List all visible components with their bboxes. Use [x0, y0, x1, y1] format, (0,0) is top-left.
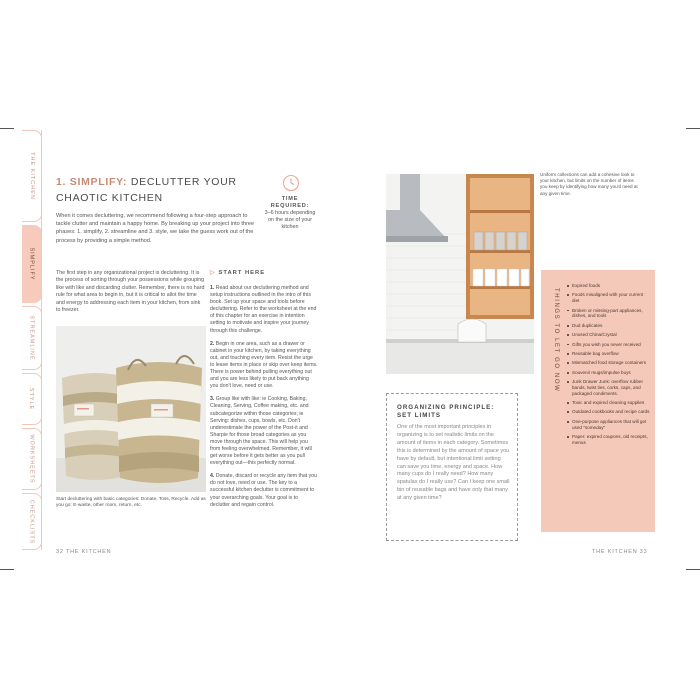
step-item: [210, 473, 318, 508]
list-item: Junk Drawer Junk: overflow rubber bands, twist ties, corks, caps, and packaged condiments.: [567, 379, 651, 396]
tab-label: CHECKLISTS: [28, 499, 35, 544]
list-item: Gifts you wish you never received: [567, 342, 651, 348]
title-line2: CHAOTIC KITCHEN: [56, 192, 163, 204]
crop-mark: [686, 569, 700, 570]
step-number: 3.: [210, 396, 215, 403]
tab-label: SIMPLIFY: [28, 247, 35, 281]
tab-simplify[interactable]: [22, 225, 42, 303]
let-go-list: [567, 283, 651, 449]
list-item: Foods misaligned with your current diet: [567, 292, 651, 304]
photo-caption: Start decluttering with basic categories: Donate, Toss, Recycle. Add as you go: E-waste, other room, return, etc.: [56, 497, 206, 509]
step-item: [210, 396, 318, 467]
organizing-principle-text: One of the most important principles in organizing is to set realistic limits on the amount of items in each category. Sometimes this is determined by the amount of space you have by default, but intentional limit setting can save you time, energy and space. How many cups do I really need? How many spatulas do I really use? Can I keep one small bin of reusable bags and have only that many at any given time?: [397, 424, 510, 502]
steps-list: [210, 285, 318, 515]
time-label: REQUIRED:: [270, 203, 310, 209]
step-text: Read about our decluttering method and setup instructions outlined in the intro of this book. Set up your space and tools before decluttering. Refer to the worksheet at the end of this chapter for an exercise in intention setting to motivate and inspire your journey through this challenge.: [210, 285, 317, 334]
list-item: Broken or missing-part appliances, dishes, and tools: [567, 308, 651, 320]
list-item: Expired foods: [567, 283, 651, 289]
organizing-principle-heading: ORGANIZING PRINCIPLE: SET LIMITS: [397, 404, 495, 419]
tab-label: THE KITCHEN: [28, 152, 35, 200]
chapter-tabs: [22, 130, 42, 550]
tab-style[interactable]: [22, 373, 42, 425]
list-item: Souvenir mugs/impulse buys: [567, 370, 651, 376]
tab-worksheets[interactable]: [22, 428, 42, 490]
step-text: Group like with like: ie Cooking, Baking, Cleaning, Serving, Coffee making, etc. and subcategorize within those categories; ie Serving: dishes, cups, bowls, etc. Don't underestimate the power of the Post-it and Sharpie for those broad categories as you move through the space. This will help you from feeling overwhelmed. Remember, it will get worse before it gets better as you pull everything out—this perfectly normal.: [210, 396, 312, 467]
baskets-photo: [56, 326, 206, 492]
tab-label: STREAMLINE: [28, 315, 35, 361]
list-item: Reusable bag overflow: [567, 351, 651, 357]
crop-mark: [0, 128, 14, 129]
clock-icon: [282, 174, 300, 192]
list-item: Mismatched food storage containers: [567, 360, 651, 366]
tab-divider: [41, 130, 42, 550]
tab-label: STYLE: [28, 387, 35, 411]
list-item: Dud duplicates: [567, 323, 651, 329]
list-item: Toxic and expired cleaning supplies: [567, 400, 651, 406]
tab-the-kitchen[interactable]: [22, 130, 42, 222]
title-rest: DECLUTTER YOUR: [130, 176, 237, 188]
step-number: 4.: [210, 473, 215, 480]
crop-mark: [0, 569, 14, 570]
step-item: [210, 341, 318, 391]
start-here-label: START HERE: [218, 270, 266, 276]
step-number: 2.: [210, 340, 215, 347]
let-go-heading: [548, 288, 560, 448]
title-number: 1. SIMPLIFY:: [56, 176, 128, 188]
list-item: Paper: expired coupons, old receipts, menus: [567, 434, 651, 446]
tab-label: WORKSHEETS: [28, 434, 35, 484]
photo-caption: Uniform collections can add a cohesive look to your kitchen, but limits on the number of items you keep by identifying how many you'd need at any given time.: [540, 172, 638, 196]
time-value: 3–6 hours depending on the size of your kitchen: [264, 210, 316, 230]
step-text: Donate, discard or recycle any item that you do not love, need or use. The key to a successful kitchen declutter is commitment to your overarching goals. Your goal is to declutter and regain control.: [210, 473, 317, 508]
body-paragraph: The first step in any organizational project is decluttering. It is the process of sorting through your possessions while grouping like with like and discarding clutter. Remember, there is no hard rule for what area to begin in, but it is critical to allot the time and energy to addressing each item in your kitchen, from sink to freezer.: [56, 270, 205, 314]
folio-right: THE KITCHEN 33: [592, 549, 648, 555]
page-title: [56, 174, 237, 206]
time-label: TIME: [281, 196, 299, 202]
start-here-heading: [210, 270, 265, 276]
step-number: 1.: [210, 285, 215, 291]
list-item: One-purpose appliances that will get used "someday": [567, 419, 651, 431]
arrow-right-icon: ▷: [210, 270, 216, 276]
list-item: Unused China/Crystal: [567, 332, 651, 338]
kitchen-shelf-photo: [386, 174, 534, 374]
crop-mark: [686, 128, 700, 129]
folio-left: 32 THE KITCHEN: [56, 549, 112, 555]
step-item: [210, 285, 318, 335]
tab-streamline[interactable]: [22, 306, 42, 370]
step-text: Begin in one area, such as a drawer or cabinet in your kitchen, by taking everything out, and touching every item. Resist the urge to leave items in place or skip over keep items. There is power behind pulling everything out and you are less likely to put back anything you don't love, need or use.: [210, 340, 318, 390]
let-go-heading-text: THINGS TO LET GO NOW: [553, 288, 559, 393]
tab-checklists[interactable]: [22, 493, 42, 550]
intro-paragraph: When it comes decluttering, we recommend following a four-step approach to tackle clutter and maintain a happy home. By breaking up your project into three phases: 1. simplify, 2. streamline and 3. style, we take the guess work out of the process by providing a simple method.: [56, 213, 255, 244]
list-item: Outdated cookbooks and recipe cards: [567, 409, 651, 415]
time-required: [262, 196, 318, 231]
